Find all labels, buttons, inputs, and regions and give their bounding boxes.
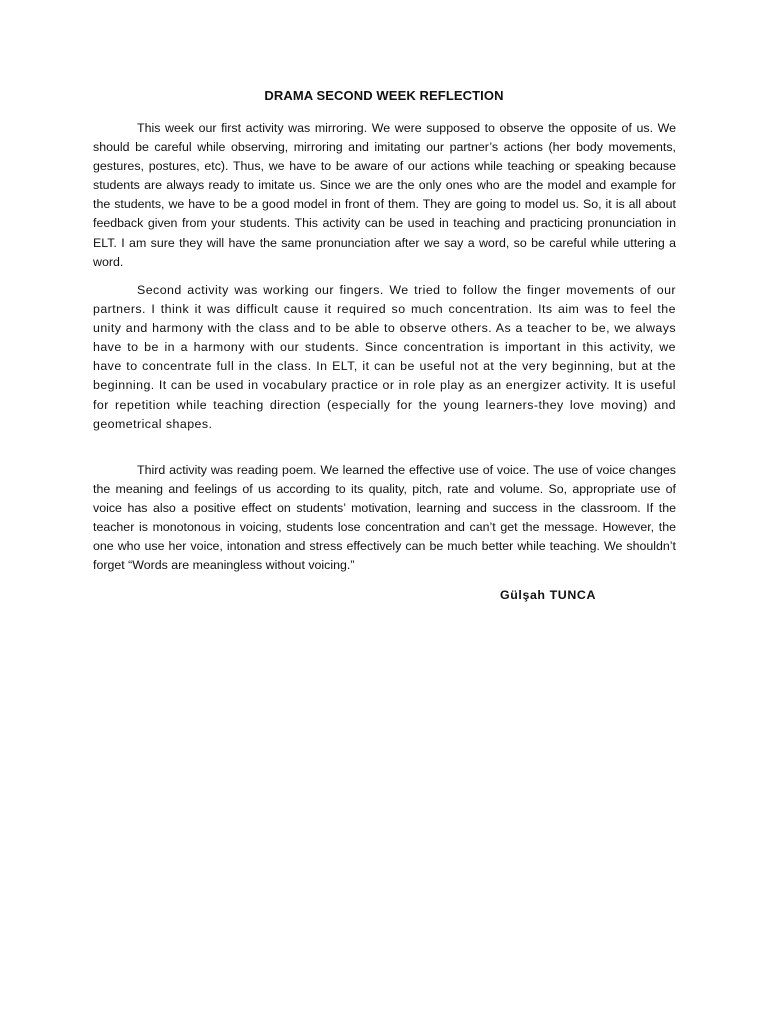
author-signature: Gülşah TUNCA (500, 588, 597, 602)
document-title: DRAMA SECOND WEEK REFLECTION (264, 88, 504, 103)
paragraph-fingers: Second activity was working our fingers. We tried to follow the finger movements of our partners. I think it was difficult cause it required so much concentration. Its aim was to feel the unity and harmony with the class and to be able to observe others. As a teacher to be, we always have to be in a harmony with our students. Since concentration is important in this activity, we have to concentrate full in the class. In ELT, it can be useful not at the very beginning, but at the beginning. It can be used in vocabulary practice or in role play as an energizer activity. It is useful for repetition while teaching direction (especially for the young learners-they love moving) and geometrical shapes. (93, 283, 676, 431)
paragraph-mirroring: This week our first activity was mirroring. We were supposed to observe the opposite of us. We should be careful while observing, mirroring and imitating our partner’s actions (her body movements, gestures, postures, etc). Thus, we have to be aware of our actions while teaching or speaking because students are always ready to imitate us. Since we are the only ones who are the model and example for the students, we have to be a good model in front of them. They are going to model us. So, it is all about feedback given from your students. This activity can be used in teaching and practicing pronunciation in ELT. I am sure they will have the same pronunciation after we say a word, so be careful while uttering a word. (93, 121, 676, 269)
paragraph-poem: Third activity was reading poem. We learned the effective use of voice. The use of voice changes the meaning and feelings of us according to its quality, pitch, rate and volume. So, appropriate use of voice has also a positive effect on students’ motivation, learning and success in the classroom. If the teacher is monotonous in voicing, students lose concentration and can’t get the message. However, the one who use her voice, intonation and stress effectively can be much better while teaching. We shouldn’t forget “Words are meaningless without voicing.” (93, 463, 676, 573)
